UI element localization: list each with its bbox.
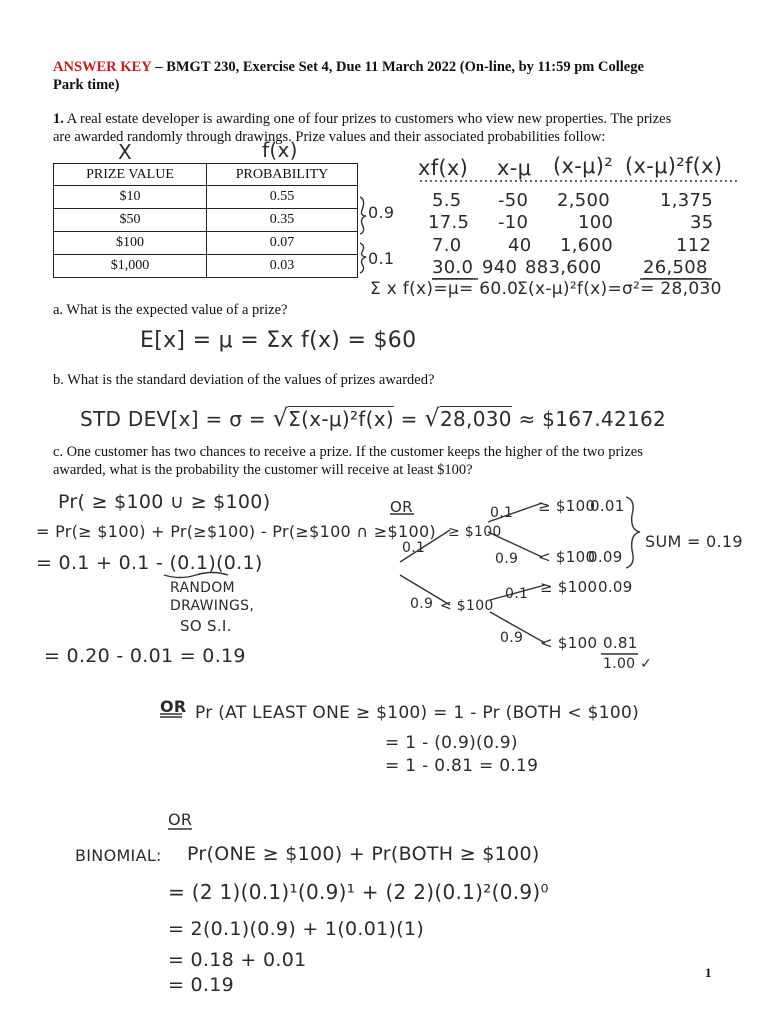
sum-mean: Σ x f(x)=μ= 60.0 (370, 279, 519, 299)
tree-sum-label: SUM = 0.19 (645, 532, 743, 551)
sum-brace (626, 497, 640, 568)
calc-cell: 5.5 (432, 190, 462, 211)
m2-or-label: OR (160, 697, 187, 716)
brace-top (360, 197, 366, 234)
m3-line2: = (2 1)(0.1)¹(0.9)¹ + (2 2)(0.1)²(0.9)⁰ (168, 880, 549, 904)
brace-bottom-label: 0.1 (368, 249, 395, 268)
m3-binomial-label: BINOMIAL: (75, 846, 162, 865)
calc-cell: 100 (578, 212, 614, 233)
calc-cell: 940 (482, 257, 518, 278)
tree-leaf4-prob: 0.9 (500, 630, 524, 646)
tree-b2-prob: 0.9 (410, 596, 434, 612)
header-prize-value: PRIZE VALUE (54, 164, 207, 186)
table-cell: 0.35 (207, 209, 358, 232)
calc-header-xmu2: (x-μ)² (553, 154, 613, 178)
calc-cell: -10 (498, 212, 529, 233)
sqrt-sign: √ (272, 404, 289, 432)
tree-b1-prob: 0.1 (402, 540, 426, 556)
calc-cell: -50 (498, 190, 529, 211)
tree-leaf4-label: < $100 (540, 634, 598, 652)
calc-header-xmu: x-μ (497, 156, 532, 180)
m1-line2: = Pr(≥ $100) + Pr(≥$100) - Pr(≥$100 ∩ ≥$100) (36, 522, 436, 541)
header-probability: PROBABILITY (207, 164, 358, 186)
calc-header-xfx: xf(x) (418, 156, 469, 180)
part-a-question: a. What is the expected value of a prize? (53, 302, 288, 318)
fx-label: f(x) (262, 138, 298, 162)
calc-cell: 26,508 (643, 257, 708, 278)
calc-cell: 112 (676, 235, 712, 256)
tree-or-label: OR (390, 498, 413, 516)
m1-line1: Pr( ≥ $100 ∪ ≥ $100) (58, 491, 271, 513)
tree-total: 1.00 ✓ (603, 656, 653, 672)
tree-leaf1-prob: 0.1 (490, 505, 514, 521)
calc-cell: 883,600 (525, 257, 602, 278)
m1-line4: = 0.20 - 0.01 = 0.19 (44, 645, 246, 667)
calc-cell: 7.0 (432, 235, 462, 256)
brace-bottom (360, 243, 366, 273)
q1-text-line2: are awarded randomly through drawings. Prize values and their associated probabilities follow: (53, 129, 606, 145)
table-cell: 0.07 (207, 232, 358, 255)
tree-leaf2-label: < $100 (538, 548, 596, 566)
part-a-answer: E[x] = μ = Σx f(x) = $60 (140, 328, 417, 353)
m3-or-label: OR (168, 810, 193, 829)
table-cell: 0.03 (207, 255, 358, 278)
answer-key-label: ANSWER KEY (53, 59, 152, 75)
calc-header-xmu2fx: (x-μ)²f(x) (625, 154, 723, 178)
m1-line3: = 0.1 + 0.1 - (0.1)(0.1) (36, 552, 263, 574)
tree-leaf4-value: 0.81 (603, 634, 638, 652)
calc-cell: 2,500 (557, 190, 611, 211)
title-text: – BMGT 230, Exercise Set 4, Due 11 March 2022 (On-line, by 11:59 pm College (155, 59, 644, 75)
m2-line3: = 1 - 0.81 = 0.19 (385, 756, 539, 776)
m1-note2: DRAWINGS, (170, 598, 255, 614)
q1-text-line1: 1. A real estate developer is awarding one of four prizes to customers who view new properties. The prizes (53, 111, 672, 127)
calc-cell: 30.0 (432, 257, 474, 278)
tree-leaf1-value: 0.01 (590, 497, 625, 515)
calc-cell: 17.5 (428, 212, 470, 233)
x-label: X (118, 140, 133, 164)
table-cell: $1,000 (54, 255, 207, 278)
tree-leaf3-value: 0.09 (598, 578, 633, 596)
calc-cell: 40 (508, 235, 532, 256)
calc-cell: 1,375 (660, 190, 714, 211)
part-c-question-line2: awarded, what is the probability the customer will receive at least $100? (53, 462, 473, 478)
table-cell: $10 (54, 186, 207, 209)
sum-variance: Σ(x-μ)²f(x)=σ²= 28,030 (517, 279, 722, 299)
m2-line1: Pr (AT LEAST ONE ≥ $100) = 1 - Pr (BOTH < $100) (195, 703, 640, 723)
q1-number: 1. (53, 111, 64, 127)
table-cell: $50 (54, 209, 207, 232)
part-c-question-line1: c. One customer has two chances to receive a prize. If the customer keeps the higher of the two prizes (53, 444, 643, 460)
tree-leaf1-label: ≥ $100 (538, 497, 596, 515)
tree-leaf3-label: ≥ $100 (540, 578, 598, 596)
m2-line2: = 1 - (0.9)(0.9) (385, 733, 518, 753)
tree-leaf3-prob: 0.1 (505, 586, 529, 602)
m1-note1: RANDOM (170, 580, 235, 596)
m3-line1: Pr(ONE ≥ $100) + Pr(BOTH ≥ $100) (187, 843, 540, 865)
m1-note3: SO S.I. (180, 617, 232, 635)
part-b-answer: STD DEV[x] = σ = √Σ(x-μ)²f(x) = √28,030 ≈ $167.42162 (80, 404, 667, 432)
table-cell: $100 (54, 232, 207, 255)
sqrt-sign: √ (424, 404, 440, 432)
calc-cell: 35 (690, 212, 714, 233)
brace-top-label: 0.9 (368, 203, 395, 222)
tree-b1-label: ≥ $100 (448, 524, 502, 540)
tree-b2-label: < $100 (440, 598, 494, 614)
tree-leaf2-value: 0.09 (588, 548, 623, 566)
calc-cell: 1,600 (560, 235, 614, 256)
m3-line4: = 0.18 + 0.01 (168, 949, 307, 971)
m3-line5: = 0.19 (168, 974, 235, 996)
table-cell: 0.55 (207, 186, 358, 209)
tree-leaf2-prob: 0.9 (495, 551, 519, 567)
page-number: 1 (705, 965, 712, 980)
m3-line3: = 2(0.1)(0.9) + 1(0.01)(1) (168, 918, 425, 940)
part-b-question: b. What is the standard deviation of the values of prizes awarded? (53, 372, 435, 388)
title-line2: Park time) (53, 77, 120, 93)
